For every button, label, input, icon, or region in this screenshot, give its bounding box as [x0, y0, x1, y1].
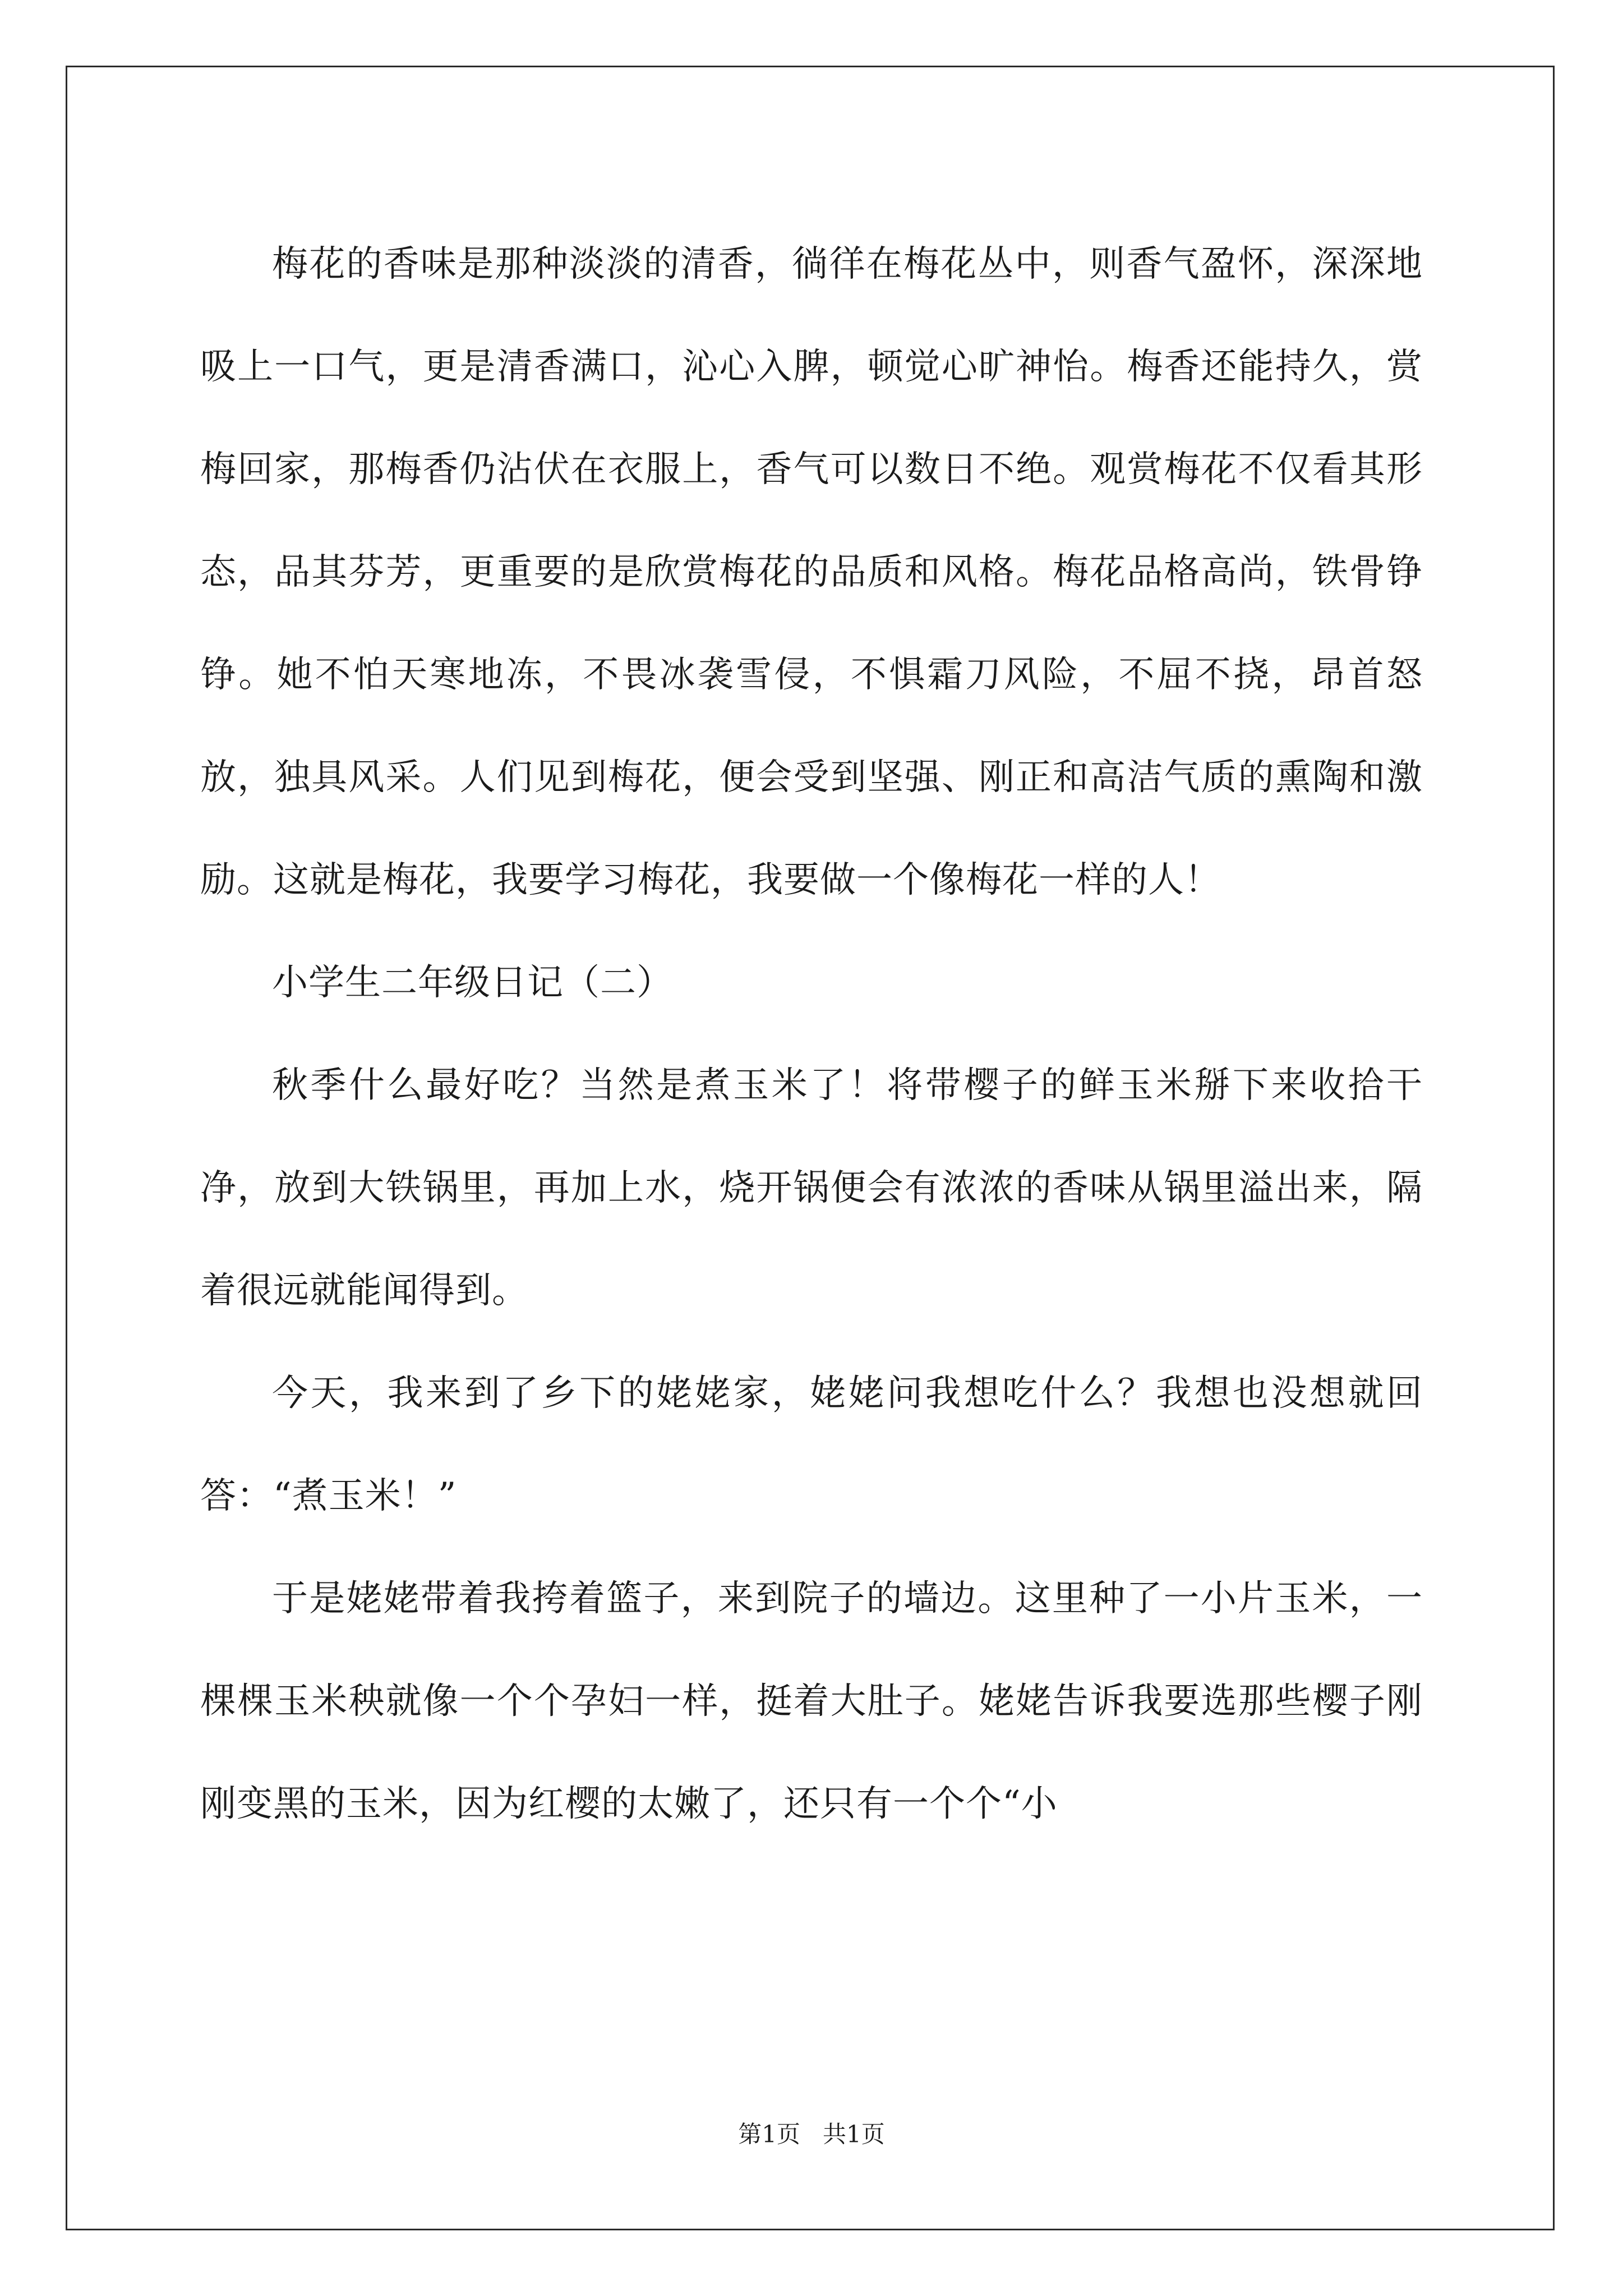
- paragraph-autumn-corn: 秋季什么最好吃？当然是煮玉米了！将带樱子的鲜玉米掰下来收拾干净，放到大铁锅里，再加上水，烧开锅便会有浓浓的香味从锅里溢出来，隔着很远就能闻得到。: [200, 1065, 1423, 1312]
- page-footer: [0, 2118, 1623, 2151]
- paragraph-grandma-visit: 今天，我来到了乡下的姥姥家，姥姥问我想吃什么？我想也没想就回答：“煮玉米！”: [200, 1373, 1423, 1517]
- page-total: 共1页: [823, 2120, 885, 2148]
- document-body: [200, 213, 1423, 1856]
- paragraph-picking-corn: 于是姥姥带着我挎着篮子，来到院子的墙边。这里种了一小片玉米，一棵棵玉米秧就像一个个孕妇一样，挺着大肚子。姥姥告诉我要选那些樱子刚刚变黑的玉米，因为红樱的太嫩了，还只有一个个“小: [200, 1578, 1423, 1825]
- page-number: 第1页: [738, 2120, 800, 2148]
- paragraph-plum-blossom: 梅花的香味是那种淡淡的清香，徜徉在梅花丛中，则香气盈怀，深深地吸上一口气，更是清香满口，沁心入脾，顿觉心旷神怡。梅香还能持久，赏梅回家，那梅香仍沾伏在衣服上，香气可以数日不绝。观赏梅花不仅看其形态，品其芬芳，更重要的是欣赏梅花的品质和风格。梅花品格高尚，铁骨铮铮。她不怕天寒地冻，不畏冰袭雪侵，不惧霜刀风险，不屈不挠，昂首怒放，独具风采。人们见到梅花，便会受到坚强、刚正和高洁气质的熏陶和激励。这就是梅花，我要学习梅花，我要做一个像梅花一样的人！: [200, 243, 1423, 901]
- diary-heading: 小学生二年级日记（二）: [272, 962, 673, 1004]
